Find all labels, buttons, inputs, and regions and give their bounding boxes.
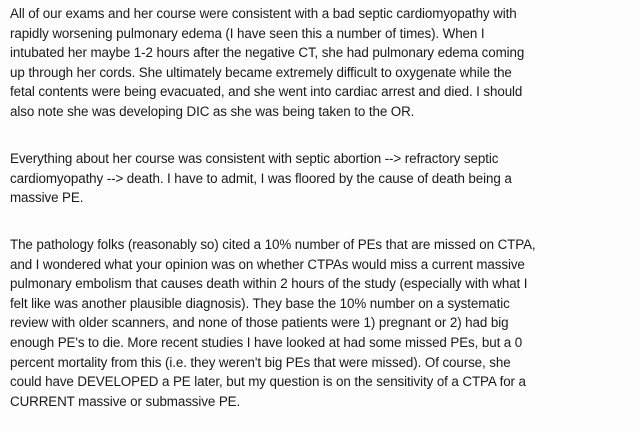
text-line: could have DEVELOPED a PE later, but my question is on the sensitivity of a CTPA for a bbox=[10, 374, 526, 390]
text-line: All of our exams and her course were consistent with a bad septic cardiomyopathy with bbox=[10, 6, 517, 21]
text-line: pulmonary embolism that causes death within 2 hours of the study (especially with what I bbox=[10, 276, 528, 292]
paragraph-septic-abortion bbox=[10, 149, 638, 208]
text-line: Everything about her course was consistent with septic abortion --> refractory septic bbox=[10, 151, 499, 166]
text-line: also note she was developing DIC as she was being taken to the OR. bbox=[10, 103, 415, 119]
text-line: percent mortality from this (i.e. they weren't big PEs that were missed). Of course, she bbox=[10, 354, 511, 370]
text-line: The pathology folks (reasonably so) cited a 10% number of PEs that are missed on CTPA, bbox=[10, 237, 536, 252]
paragraph-exam-course bbox=[10, 4, 638, 122]
text-line: up through her cords. She ultimately became extremely difficult to oxygenate while the bbox=[10, 64, 512, 80]
text-line: cardiomyopathy --> death. I have to admit, I was floored by the cause of death being a bbox=[10, 170, 512, 186]
text-line: review with older scanners, and none of those patients were 1) pregnant or 2) had big bbox=[10, 315, 509, 331]
paragraph-pathology-question bbox=[10, 235, 638, 411]
text-line: enough PE's to die. More recent studies I have looked at had some missed PEs, but a 0 bbox=[10, 334, 523, 350]
text-line: felt like was another plausible diagnosis). They base the 10% number on a systematic bbox=[10, 295, 510, 311]
text-line: fetal contents were being evacuated, and she went into cardiac arrest and died. I should bbox=[10, 84, 523, 100]
text-line: intubated her maybe 1-2 hours after the negative CT, she had pulmonary edema coming bbox=[10, 45, 525, 61]
text-line: CURRENT massive or submassive PE. bbox=[10, 393, 241, 409]
text-line: massive PE. bbox=[10, 190, 84, 206]
text-line: and I wondered what your opinion was on whether CTPAs would miss a current massive bbox=[10, 256, 525, 272]
text-line: rapidly worsening pulmonary edema (I have seen this a number of times). When I bbox=[10, 25, 485, 41]
